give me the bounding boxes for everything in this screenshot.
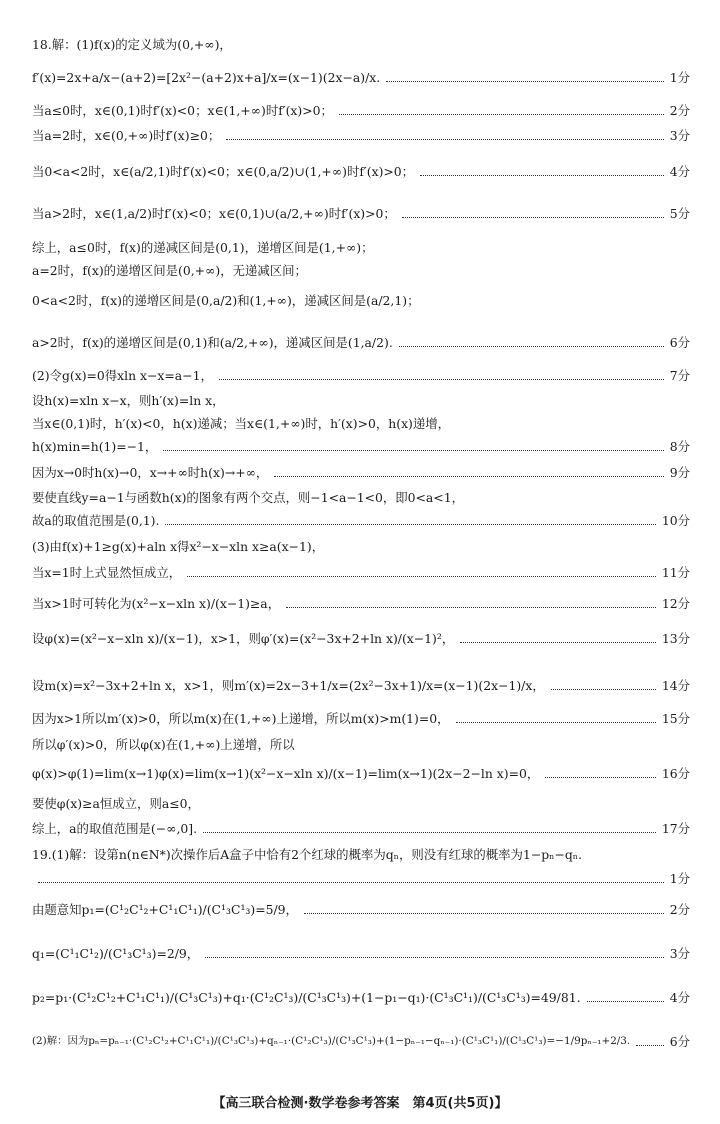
- solution-line: [32, 566, 690, 580]
- line-text: 故a的取值范围是(0,1).: [32, 513, 160, 528]
- dot-leader: [386, 81, 664, 82]
- solution-line: [32, 848, 690, 862]
- line-text: a=2时，f(x)的递增区间是(0,+∞)，无递减区间；: [32, 263, 307, 278]
- line-text: 当a>2时，x∈(1,a/2)时f′(x)<0；x∈(0,1)∪(a/2,+∞)时f′(x)>0；: [32, 206, 396, 221]
- page-footer: 【高三联合检测·数学卷参考答案 第4页(共5页)】: [212, 1096, 508, 1111]
- solution-line: [32, 991, 690, 1005]
- line-text: a>2时，f(x)的递增区间是(0,1)和(a/2,+∞)，递减区间是(1,a/2).: [32, 335, 393, 350]
- line-text: φ(x)>φ(1)=lim(x→1)φ(x)=lim(x→1)(x²−x−xln x)/(x−1)=lim(x→1)(2x−2−ln x)=0，: [32, 766, 540, 781]
- solution-line: [32, 872, 690, 886]
- solution-line: [32, 797, 690, 811]
- dot-leader: [420, 175, 664, 176]
- score-label: 4分: [669, 990, 690, 1005]
- line-text: 当x=1时上式显然恒成立，: [32, 565, 182, 580]
- solution-line: [32, 540, 690, 554]
- solution-line: [32, 712, 690, 726]
- line-text: 18.解：(1)f(x)的定义域为(0,+∞)，: [32, 37, 232, 52]
- dot-leader: [460, 642, 656, 643]
- line-text: 因为x→0时h(x)→0，x→+∞时h(x)→+∞，: [32, 465, 269, 480]
- line-text: 因为x>1所以m′(x)>0，所以m(x)在(1,+∞)上递增，所以m(x)>m(1)=0，: [32, 711, 450, 726]
- solution-line: [32, 165, 690, 179]
- score-label: 1分: [669, 70, 690, 85]
- score-label: 3分: [669, 946, 690, 961]
- dot-leader: [587, 1001, 664, 1002]
- solution-line: [32, 241, 690, 255]
- solution-line: [32, 440, 690, 454]
- solution-line: [32, 417, 690, 431]
- dot-leader: [226, 139, 663, 140]
- dot-leader: [304, 913, 664, 914]
- solution-line: [32, 597, 690, 611]
- dot-leader: [203, 832, 656, 833]
- score-label: 4分: [669, 164, 690, 179]
- line-text: 0<a<2时，f(x)的递增区间是(0,a/2)和(1,+∞)，递减区间是(a/2,1)；: [32, 293, 420, 308]
- solution-line: [32, 207, 690, 221]
- line-text: 综上，a≤0时，f(x)的递减区间是(0,1)，递增区间是(1,+∞)；: [32, 240, 374, 255]
- dot-leader: [219, 379, 664, 380]
- score-label: 6分: [669, 1034, 690, 1049]
- score-label: 16分: [661, 766, 690, 781]
- score-label: 15分: [661, 711, 690, 726]
- dot-leader: [339, 114, 664, 115]
- score-label: 2分: [669, 902, 690, 917]
- score-label: 3分: [669, 128, 690, 143]
- dot-leader: [165, 524, 655, 525]
- score-label: 6分: [669, 335, 690, 350]
- solution-line: [32, 466, 690, 480]
- dot-leader: [163, 450, 663, 451]
- dot-leader: [636, 1045, 663, 1046]
- line-text: 当x∈(0,1)时，h′(x)<0，h(x)递减；当x∈(1,+∞)时，h′(x)>0，h(x)递增，: [32, 416, 451, 431]
- solution-line: [32, 514, 690, 528]
- solution-line: [32, 294, 690, 308]
- line-text: p₂=p₁·(C¹₂C¹₂+C¹₁C¹₁)/(C¹₃C¹₃)+q₁·(C¹₂C¹₃)/(C¹₃C¹₃)+(1−p₁−q₁)·(C¹₃C¹₁)/(C¹₃C¹₃)=49/81.: [32, 990, 581, 1005]
- solution-line: [32, 38, 690, 52]
- line-text: (2)令g(x)=0得xln x−x=a−1，: [32, 368, 213, 383]
- score-label: 11分: [661, 565, 690, 580]
- line-text: 所以φ′(x)>0，所以φ(x)在(1,+∞)上递增，所以: [32, 737, 295, 752]
- dot-leader: [187, 576, 656, 577]
- solution-line: [32, 491, 690, 505]
- score-label: 1分: [669, 871, 690, 886]
- score-label: 14分: [661, 678, 690, 693]
- line-text: 当x>1时可转化为(x²−x−xln x)/(x−1)≥a，: [32, 596, 281, 611]
- line-text: 当a=2时，x∈(0,+∞)时f′(x)≥0；: [32, 128, 221, 143]
- score-label: 2分: [669, 103, 690, 118]
- solution-line: [32, 71, 690, 85]
- line-text: 设m(x)=x²−3x+2+ln x，x>1，则m′(x)=2x−3+1/x=(2x²−3x+1)/x=(x−1)(2x−1)/x，: [32, 678, 545, 693]
- line-text: 要使φ(x)≥a恒成立，则a≤0，: [32, 796, 200, 811]
- dot-leader: [545, 777, 656, 778]
- score-label: 13分: [661, 631, 690, 646]
- solution-line: [32, 336, 690, 350]
- dot-leader: [274, 476, 663, 477]
- dot-leader: [456, 722, 656, 723]
- solution-line: [32, 632, 690, 646]
- line-text: 当0<a<2时，x∈(a/2,1)时f′(x)<0；x∈(0,a/2)∪(1,+∞)时f′(x)>0；: [32, 164, 415, 179]
- dot-leader: [286, 607, 656, 608]
- solution-line: [32, 264, 690, 278]
- solution-line: [32, 394, 690, 408]
- solution-line: [32, 1035, 690, 1049]
- line-text: 设φ(x)=(x²−x−xln x)/(x−1)，x>1，则φ′(x)=(x²−3x+2+ln x)/(x−1)²，: [32, 631, 455, 646]
- line-text: (3)由f(x)+1≥g(x)+aln x得x²−x−xln x≥a(x−1)，: [32, 539, 325, 554]
- solution-line: [32, 822, 690, 836]
- line-text: 19.(1)解：设第n(n∈N*)次操作后A盒子中恰有2个红球的概率为qₙ，则没有红球的概率为1−pₙ−qₙ.: [32, 847, 583, 862]
- line-text: 当a≤0时，x∈(0,1)时f′(x)<0；x∈(1,+∞)时f′(x)>0；: [32, 103, 333, 118]
- line-text: f′(x)=2x+a/x−(a+2)=[2x²−(a+2)x+a]/x=(x−1)(2x−a)/x.: [32, 70, 381, 85]
- solution-line: [32, 903, 690, 917]
- line-text: 要使直线y=a−1与函数h(x)的图象有两个交点，则−1<a−1<0，即0<a<1，: [32, 490, 464, 505]
- score-label: 8分: [669, 439, 690, 454]
- solution-line: [32, 738, 690, 752]
- line-text: q₁=(C¹₁C¹₂)/(C¹₃C¹₃)=2/9，: [32, 946, 200, 961]
- dot-leader: [402, 217, 664, 218]
- dot-leader: [38, 882, 664, 883]
- line-text: h(x)min=h(1)=−1，: [32, 439, 158, 454]
- line-text: 综上，a的取值范围是(−∞,0].: [32, 821, 198, 836]
- solution-line: [32, 767, 690, 781]
- score-label: 9分: [669, 465, 690, 480]
- solution-line: [32, 947, 690, 961]
- solution-line: [32, 679, 690, 693]
- solution-line: [32, 369, 690, 383]
- score-label: 7分: [669, 368, 690, 383]
- solution-line: [32, 104, 690, 118]
- score-label: 12分: [661, 596, 690, 611]
- dot-leader: [399, 346, 664, 347]
- score-label: 5分: [669, 206, 690, 221]
- score-label: 10分: [661, 513, 690, 528]
- line-text: 设h(x)=xln x−x，则h′(x)=ln x，: [32, 393, 225, 408]
- dot-leader: [205, 957, 664, 958]
- line-text: (2)解：因为pₙ=pₙ₋₁·(C¹₂C¹₂+C¹₁C¹₁)/(C¹₃C¹₃)+qₙ₋₁·(C¹₂C¹₃)/(C¹₃C¹₃)+(1−pₙ₋₁−qₙ₋₁)·(C¹₃C¹₁)/(C¹₃C¹₃)=−1/9pₙ₋₁+2/3.: [32, 1035, 631, 1048]
- score-label: 17分: [661, 821, 690, 836]
- solution-line: [32, 129, 690, 143]
- line-text: 由题意知p₁=(C¹₂C¹₂+C¹₁C¹₁)/(C¹₃C¹₃)=5/9，: [32, 902, 298, 917]
- dot-leader: [551, 689, 656, 690]
